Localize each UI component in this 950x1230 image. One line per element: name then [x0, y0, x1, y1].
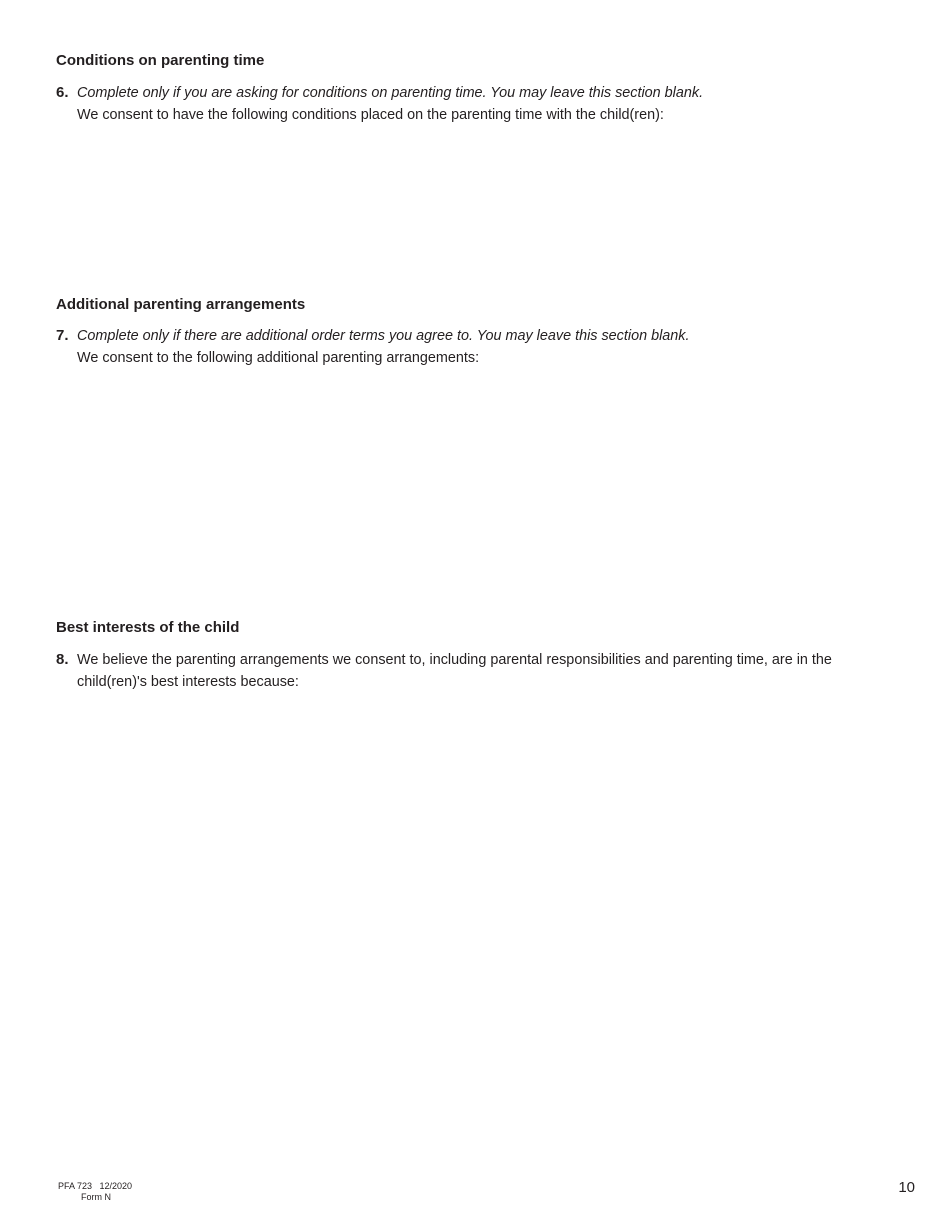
item-7-statement: We consent to the following additional parenting arrangements: — [77, 350, 480, 366]
form-identifier — [58, 1181, 132, 1203]
form-code: PFA 723 12/2020 — [58, 1181, 133, 1191]
additional-heading: Additional parenting arrangements — [56, 296, 306, 313]
item-6-number: 6. — [56, 84, 69, 101]
item-7-instruction: Complete only if there are additional order terms you agree to. You may leave this section blank. — [77, 328, 690, 344]
item-7-answer-area[interactable] — [77, 374, 897, 604]
item-6-answer-area[interactable] — [77, 130, 897, 280]
item-6-statement: We consent to have the following conditions placed on the parenting time with the child(ren): — [77, 107, 664, 123]
item-8-statement: We believe the parenting arrangements we consent to, including parental responsibilities and parenting time, are in the child(ren)'s best interests because: — [77, 652, 832, 690]
conditions-heading: Conditions on parenting time — [56, 52, 265, 69]
best-interests-heading: Best interests of the child — [56, 619, 240, 636]
page-number: 10 — [898, 1179, 915, 1196]
item-6-instruction: Complete only if you are asking for conditions on parenting time. You may leave this section blank. — [77, 85, 704, 101]
item-8-answer-area[interactable] — [77, 700, 897, 1150]
item-7-number: 7. — [56, 327, 69, 344]
item-8-number: 8. — [56, 651, 69, 668]
form-name: Form N — [81, 1192, 111, 1202]
item-8 — [56, 649, 896, 693]
item-6 — [56, 82, 896, 126]
item-7 — [56, 325, 896, 369]
